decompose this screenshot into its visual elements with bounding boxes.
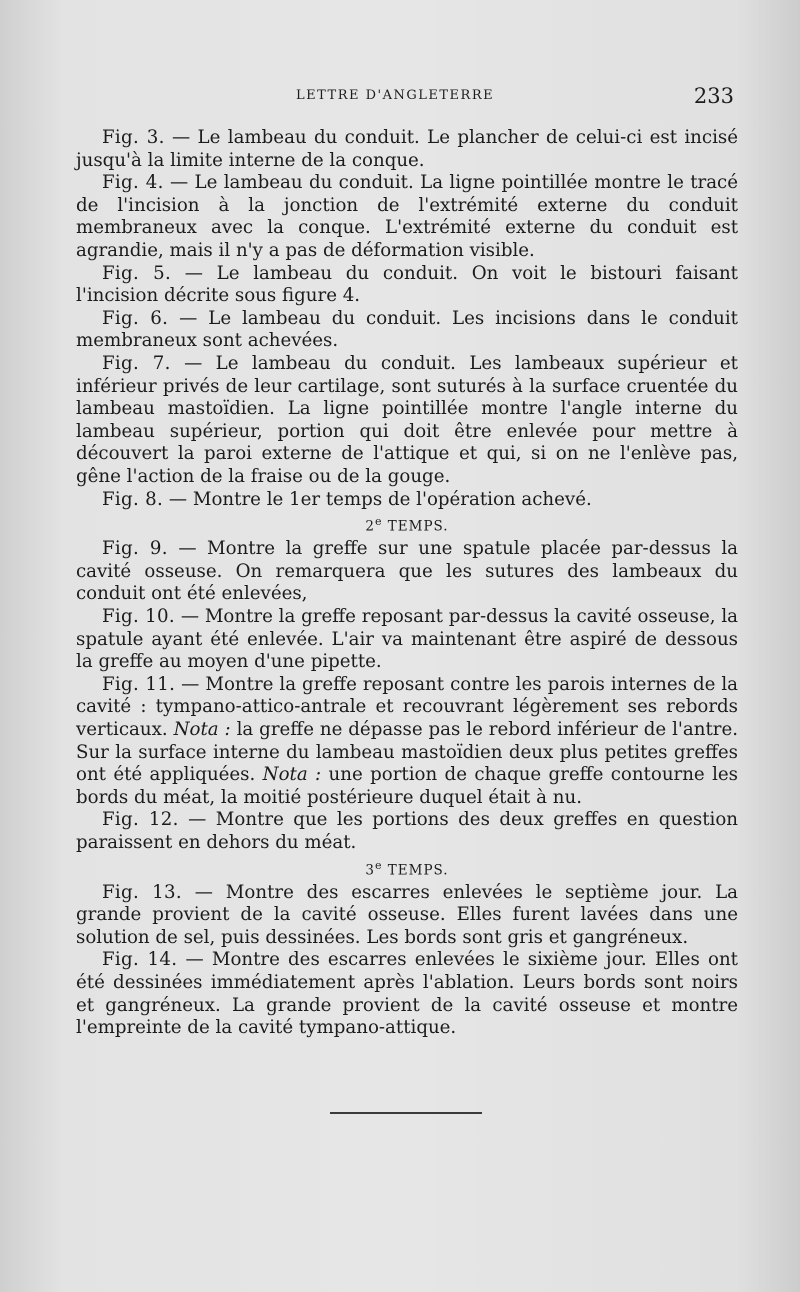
figure-label: Fig. 6. (102, 307, 169, 329)
figure-caption-8 (76, 489, 738, 512)
caption-text: — Montre que les portions des deux greffes en question paraissent en dehors du méat. (76, 809, 738, 853)
caption-text: — Montre le 1er temps de l'opération achevé. (163, 488, 592, 510)
figure-label: Fig. 11. (102, 673, 176, 695)
section-label: TEMPS. (382, 862, 449, 878)
section-label: TEMPS. (382, 518, 449, 535)
figure-label: Fig. 4. (102, 172, 164, 194)
figure-label: Fig. 12. (102, 809, 179, 831)
section-number: 3 (365, 862, 375, 878)
figure-caption-10 (76, 606, 738, 674)
caption-text: — Le lambeau du conduit. Les lambeaux supérieur et inférieur privés de leur cartilage, sont suturés à la surface cruentée du lambeau mastoïdien. La ligne pointillée montre l'angle interne du lambeau supérieur, portion qui doit être enlevée pour mettre à découvert la paroi externe de l'attique et qui, si on ne l'enlève pas, gêne l'action de la fraise ou de la gouge. (76, 352, 738, 487)
nota-label: Nota : (262, 764, 322, 786)
figure-caption-11 (76, 674, 738, 810)
figure-label: Fig. 5. (102, 262, 172, 284)
figure-caption-3 (76, 127, 738, 172)
figure-label: Fig. 7. (102, 352, 171, 374)
caption-text: — Montre des escarres enlevées le septième jour. La grande provient de la cavité osseuse. Elles furent lavées dans une solution de sel, puis dessinées. Les bords sont gris et gangréneux. (76, 881, 738, 948)
caption-text: — Le lambeau du conduit. On voit le bistouri faisant l'incision décrite sous figure 4. (76, 262, 738, 307)
figure-label: Fig. 13. (102, 881, 182, 903)
body-text (76, 127, 738, 1040)
figure-caption-12 (76, 809, 738, 854)
figure-label: Fig. 8. (102, 488, 164, 510)
caption-text: — Montre des escarres enlevées le sixième jour. Elles ont été dessinées immédiatement après l'ablation. Leurs bords sont noirs et gangréneux. La grande provient de la cavité osseuse et montre l'empreinte de la cavité tympano-attique. (76, 949, 738, 1039)
section-heading-3 (76, 855, 738, 882)
caption-text: — Montre la greffe reposant contre les parois internes de la cavité : tympano-attico-antrale et recouvrant légèrement ses rebords verticaux. (76, 673, 739, 740)
figure-caption-14 (76, 949, 738, 1039)
figure-label: Fig. 14. (102, 949, 178, 971)
figure-caption-4 (76, 172, 738, 262)
figure-caption-5 (76, 263, 738, 308)
caption-text: la greffe ne dépasse pas le rebord inférieur de l'antre. Sur la surface interne du lambeau mastoïdien deux plus petites greffes ont été appliquées. (76, 718, 738, 786)
caption-text: — Montre la greffe reposant par-dessus la cavité osseuse, la spatule ayant été enlevée. L'air va maintenant être aspiré de dessous la greffe au moyen d'une pipette. (76, 605, 738, 673)
nota-label: Nota : (173, 718, 231, 740)
figure-caption-6 (76, 308, 738, 353)
section-number: 2 (365, 518, 375, 535)
caption-text: — Montre la greffe sur une spatule placée par-dessus la cavité osseuse. On remarquera que les sutures des lambeaux du conduit ont été enlevées, (76, 538, 738, 605)
figure-label: Fig. 10. (102, 605, 175, 627)
figure-label: Fig. 3. (102, 127, 165, 148)
figure-caption-13 (76, 882, 738, 950)
caption-text: — Le lambeau du conduit. La ligne pointillée montre le tracé de l'incision à la jonction de l'extrémité externe du conduit membraneux avec la conque. L'extrémité externe du conduit est agrandie, mais il n'y a pas de déformation visible. (76, 172, 738, 261)
caption-text: une portion de chaque greffe contourne les bords du méat, la moitié postérieure duquel était à nu. (76, 764, 738, 808)
page-header (296, 84, 734, 112)
section-heading-2 (76, 511, 738, 538)
caption-text: — Le lambeau du conduit. Le plancher de celui-ci est incisé jusqu'à la limite interne de la conque. (76, 127, 738, 171)
caption-text: — Le lambeau du conduit. Les incisions dans le conduit membraneux sont achevées. (76, 307, 738, 352)
section-ordinal: e (374, 515, 383, 529)
figure-caption-9 (76, 538, 738, 606)
running-title: LETTRE D'ANGLETERRE (296, 88, 495, 103)
page-number: 233 (693, 84, 734, 108)
end-rule-divider (330, 1112, 482, 1114)
section-ordinal: e (374, 858, 383, 872)
figure-label: Fig. 9. (102, 538, 168, 560)
figure-caption-7 (76, 353, 738, 489)
